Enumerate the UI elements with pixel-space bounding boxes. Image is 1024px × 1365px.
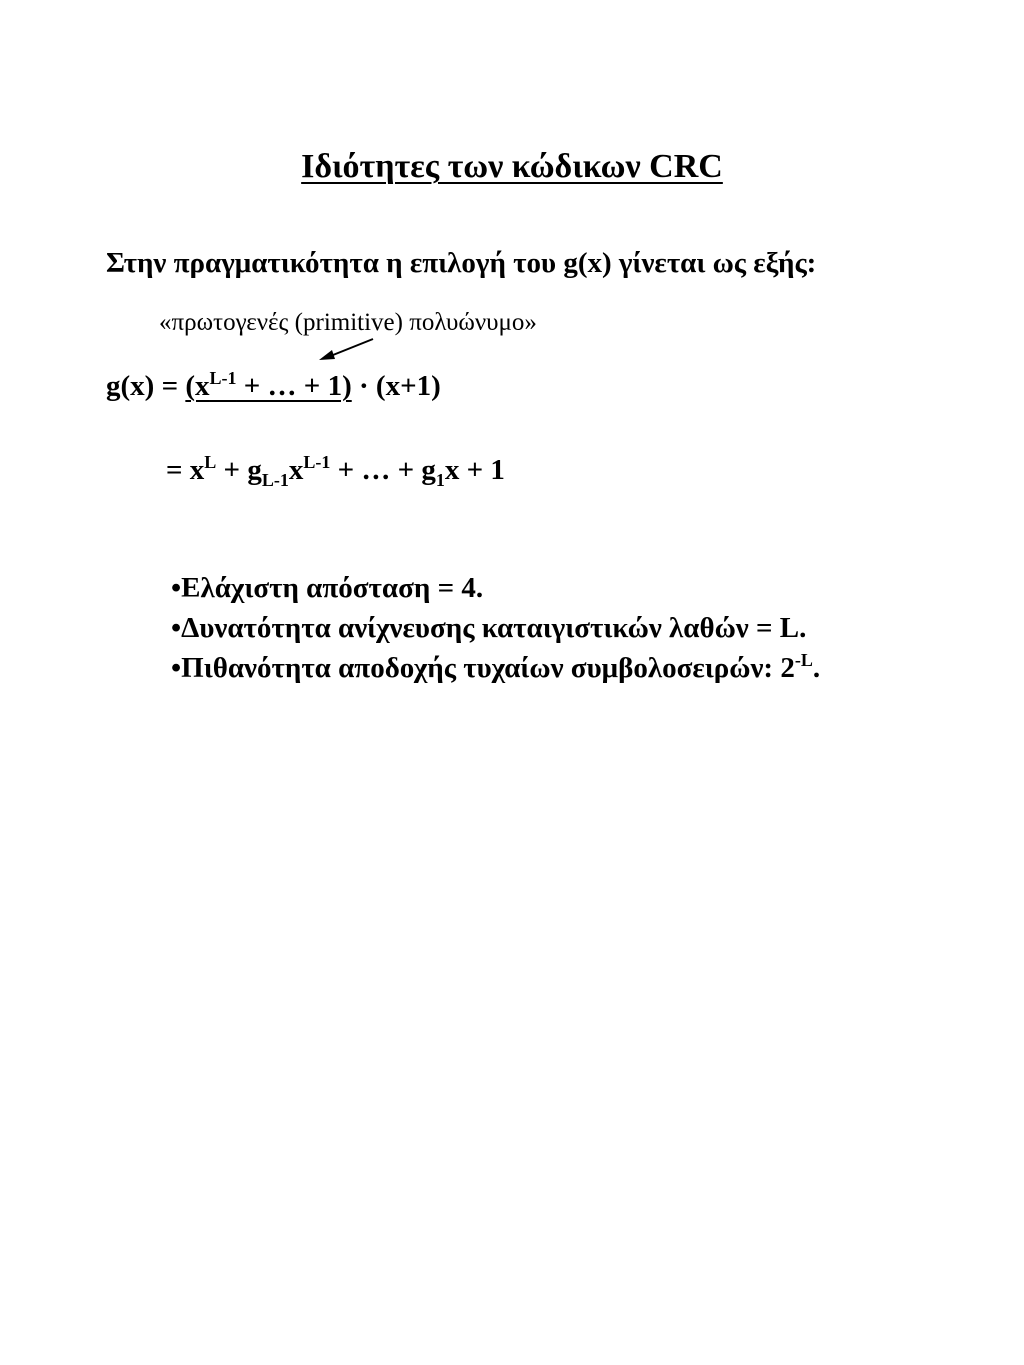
eq2-part-1: = x <box>166 454 205 486</box>
eq2-sub-1: L-1 <box>261 470 289 490</box>
equation-lhs: g(x) = <box>106 370 186 402</box>
equation-generator <box>106 366 441 406</box>
primitive-factor-exponent: L-1 <box>209 368 237 388</box>
property-random-acceptance <box>171 648 820 688</box>
primitive-factor <box>185 370 351 402</box>
eq2-part-5: x + 1 <box>444 454 505 486</box>
property-random-acceptance-end: . <box>812 652 821 684</box>
intro-text: Στην πραγματικότητα η επιλογή του g(x) γίνεται ως εξής: <box>106 247 817 279</box>
property-min-distance: •Ελάχιστη απόσταση = 4. <box>171 572 484 604</box>
eq2-part-2: + g <box>216 454 262 486</box>
primitive-factor-open: (x <box>185 370 210 402</box>
properties-list <box>171 568 820 688</box>
primitive-polynomial-note: «πρωτογενές (primitive) πολυώνυμο» <box>159 309 537 336</box>
eq2-part-3: x <box>288 454 304 486</box>
slide-title <box>0 144 1024 190</box>
eq2-exp-1: L <box>204 452 217 472</box>
property-random-acceptance-exponent: -L <box>794 650 813 670</box>
primitive-factor-rest: + … + 1) <box>236 370 352 402</box>
eq2-exp-2: L-1 <box>303 452 331 472</box>
eq2-sub-2: 1 <box>435 470 445 490</box>
eq2-part-4: + … + g <box>330 454 436 486</box>
equation-expanded <box>166 450 505 490</box>
property-random-acceptance-text: •Πιθανότητα αποδοχής τυχαίων συμβολοσειρών: 2 <box>171 652 795 684</box>
equation-tail: · (x+1) <box>351 370 441 402</box>
slide-title-text: Ιδιότητες των κώδικων CRC <box>301 148 723 185</box>
property-burst-detection: •Δυνατότητα ανίχνευσης καταιγιστικών λαθών = L. <box>171 612 807 644</box>
